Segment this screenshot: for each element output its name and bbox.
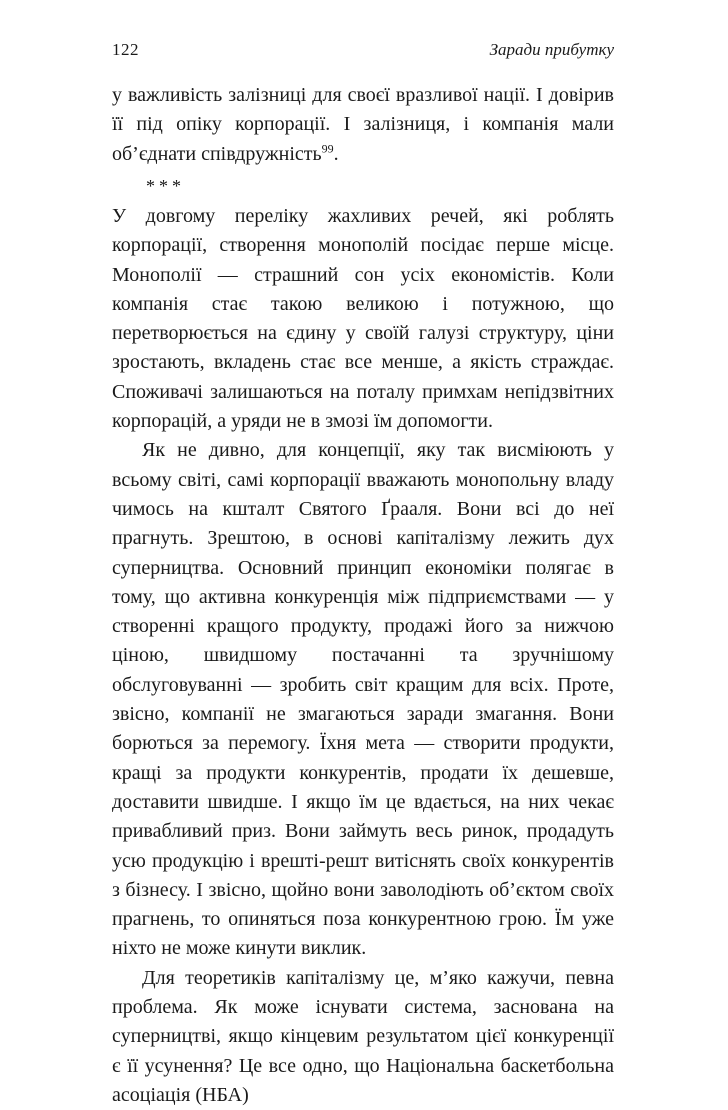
section-separator: *** [146,176,185,196]
running-title: Заради прибутку [489,40,614,59]
body-paragraph: У довгому переліку жахливих речей, які роблять корпорації, створення монополій посідає перше місце. Монополії — страшний сон усіх економістів. Коли компанія стає такою великою і потужною, що перетворюється на єдину у своїй галузі структуру, ціни зростають, вкладень стає все менше, а якість страждає. Споживачі залишаються на поталу примхам непідзвітних корпорацій, а уряди не в змозі їм допомогти. [112,205,614,433]
page-number: 122 [112,40,139,59]
continuation-end: . [333,142,339,165]
page-header [112,40,614,64]
continuation-block [112,81,614,169]
footnote-reference: 99 [321,140,334,155]
section-body [112,202,614,1110]
continuation-text: у важливість залізниці для своєї вразливої нації. І довірив її під опіку корпорації. І залізниця, і компанія мали об’єднати співдружність [112,84,614,165]
continuation-paragraph [112,81,614,169]
body-paragraph: Для теоретиків капіталізму це, м’яко кажучи, певна проблема. Як може існувати система, заснована на суперництві, якщо кінцевим результатом цієї конкуренції є її усунення? Це все одно, що Національна баскетбольна асоціація (НБА) [112,966,614,1106]
body-paragraph: Як не дивно, для концепції, яку так висміюють у всьому світі, самі корпорації вважають монопольну владу чимось на кшталт Святого Ґрааля. Вони всі до неї прагнуть. Зрештою, в основі капіталізму лежить дух суперництва. Основний принцип економіки полягає в тому, що активна конкуренція між підприємствами — у створенні кращого продукту, продажі його за нижчою ціною, швидшому постачанні та зручнішому обслуговуванні — зробить світ кращим для всіх. Проте, звісно, компанії не змагаються заради змагання. Вони борються за перемогу. Їхня мета — створити продукти, кращі за продукти конкурентів, продати їх дешевше, доставити швидше. І якщо їм це вдається, на них чекає привабливий приз. Вони займуть весь ринок, продадуть усю продукцію і врешті-решт витіснять своїх конкурентів з бізнесу. І звісно, щойно вони заволодіють об’єктом своїх прагнень, то опиняться поза конкурентною грою. Їм уже ніхто не може кинути виклик. [112,439,614,960]
